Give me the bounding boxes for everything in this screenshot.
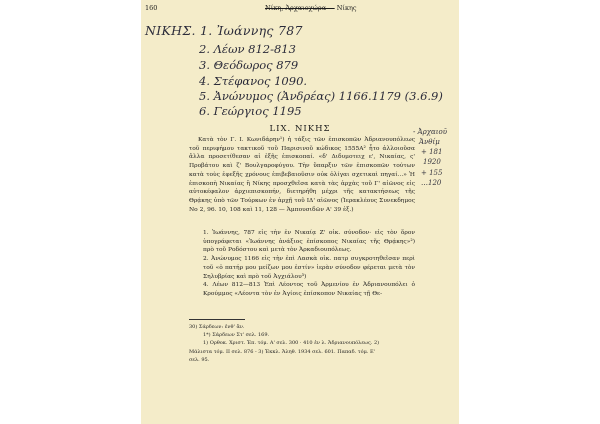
running-head-title: Νίκης	[336, 4, 357, 12]
margin-note: Ἀνθίμ	[419, 138, 440, 146]
margin-note: + 155	[421, 169, 443, 177]
handwritten-line: 6. Γεώργιος 1195	[199, 104, 302, 118]
entry-list	[189, 229, 415, 281]
margin-note: - Ἀρχαιοῦ	[413, 128, 447, 136]
handwritten-line: 3. Θεόδωρος 879	[199, 58, 299, 72]
main-paragraph: Κατὰ τὸν Γ. Ι. Κωνιδάρην¹) ἡ τάξις τῶν ἐπισκοπῶν Ἀδριανουπόλεως τοῦ περιφήμου τακτικοῦ τοῦ Παρισινοῦ κώδικος 1555Α² ἦτο ἀλλοιοῦσα ἄλλα προσετίθεσαν αἱ ἑξῆς ἐπισκοπαί. «δ' Διδυμοτειχ ε', Νικαίας, ς' Προβάτου καὶ ζ' Βουλγαροφύγου. Τὴν ὕπαρξιν τῶν ἐπισκοπῶν τούτων κατὰ τοὺς ἐφεξῆς χρόνους ἐπιβεβαιοῦσιν οὐκ ὀλίγαι σχετικαὶ πηγαί...» Ἡ ἐπισκοπὴ Νικαίας ἢ Νίκης προσχθεῖσα κατὰ τὰς ἀρχὰς τοῦ Γ' αἰῶνος εἰς αὐτοκέφαλον ἀρχιεπισκοπήν, διετηρήθη μέχρι τῆς κατακτήσεως τῆς Θρᾴκης ὑπὸ τῶν Τούρκων ἐν ἀρχῇ τοῦ ΙΔ' αἰῶνος (Ἱερακλέους Συνεκδημος Νο 2, 96. 10, 108 καὶ 11, 128 — Ἀμπουσιδῶν Α' 39 ἐξ.)	[189, 137, 415, 213]
handwritten-line: 5. Ἀνώνυμος (Ἀνδρέας) 1166.1179 (3.6.9)	[199, 89, 443, 103]
footnote: 30) Σάρδεων: ἐνθ' ἄν.	[189, 324, 245, 330]
margin-note: + 181	[421, 148, 443, 156]
handwritten-line: 4. Στέφανος 1090.	[199, 74, 308, 88]
section-title: LIX. ΝΙΚΗΣ	[269, 124, 331, 134]
footnote-divider	[189, 319, 245, 320]
footnote: 1*) Σάρδεων Στ' σελ. 169.	[203, 332, 270, 339]
list-item	[189, 281, 415, 298]
margin-note: 1920	[423, 158, 441, 166]
page-number: 160	[145, 4, 158, 12]
handwritten-heading: ΝΙΚΗΣ. 1. Ἰωάννης 787	[145, 23, 303, 38]
list-item: 1. Ἰωάννης, 787 εἰς τὴν ἐν Νικαίᾳ Ζ' οἰκ. σύνοδον· εἰς τὸν ὅρον ὑπογράφεται «Ἰωάννης ἀνάξιος ἐπίσκοπος Νικαίας τῆς Θρᾴκης»²) πρὸ τοῦ Ροδόστου καὶ μετὰ τὸν Ἀρκαδιουπόλεως.	[203, 230, 415, 254]
footnote: 1) Ορθοκ. Χριστ. Ἐπ. τόμ. Α' σελ. 300 · 410 ἐν λ. Ἀδριανουπόλεως. 2)	[203, 340, 380, 347]
footnote: Μάλιστα τόμ. ΙΙ σελ. 876 - 3) Ἐκκλ. Ἀληθ. 1934 σελ. 601. Παπαδ. τόμ. Ε'	[189, 348, 376, 355]
margin-note: …120	[421, 179, 442, 187]
page-header	[145, 4, 453, 14]
list-item-text: 4. Λέων 812—813 Ἐπὶ Λέοντος τοῦ Ἀρμενίου ἐν Ἀδριανουπόλει ὁ Κρούμμος «Λέοντα τὸν ἐν Ἁγίοις ἐπίσκοπον Νικαίας τῇ Θε-	[203, 282, 415, 297]
document-page	[141, 0, 459, 424]
running-head-struck: Νίκη, Ἀρχαιοχώρα —	[265, 4, 335, 12]
list-item: 2. Ἀνώνυμος 1166 εἰς τὴν ἐπὶ Λασκὰ οἰκ. πατρ συγκροτηθεῖσαν περὶ τοῦ «ὁ πατήρ μου μείζων μου ἐστίν» ἱερὰν σύνοδον φέρεται μετὰ τὸν Σηλυβρίας καὶ πρὸ τοῦ Ἀγχιάλου³)	[203, 256, 415, 280]
running-head	[265, 4, 357, 12]
footnotes	[189, 323, 415, 364]
handwritten-line: 2. Λέων 812-813	[199, 42, 296, 56]
footnote: σελ. 95.	[189, 356, 210, 363]
